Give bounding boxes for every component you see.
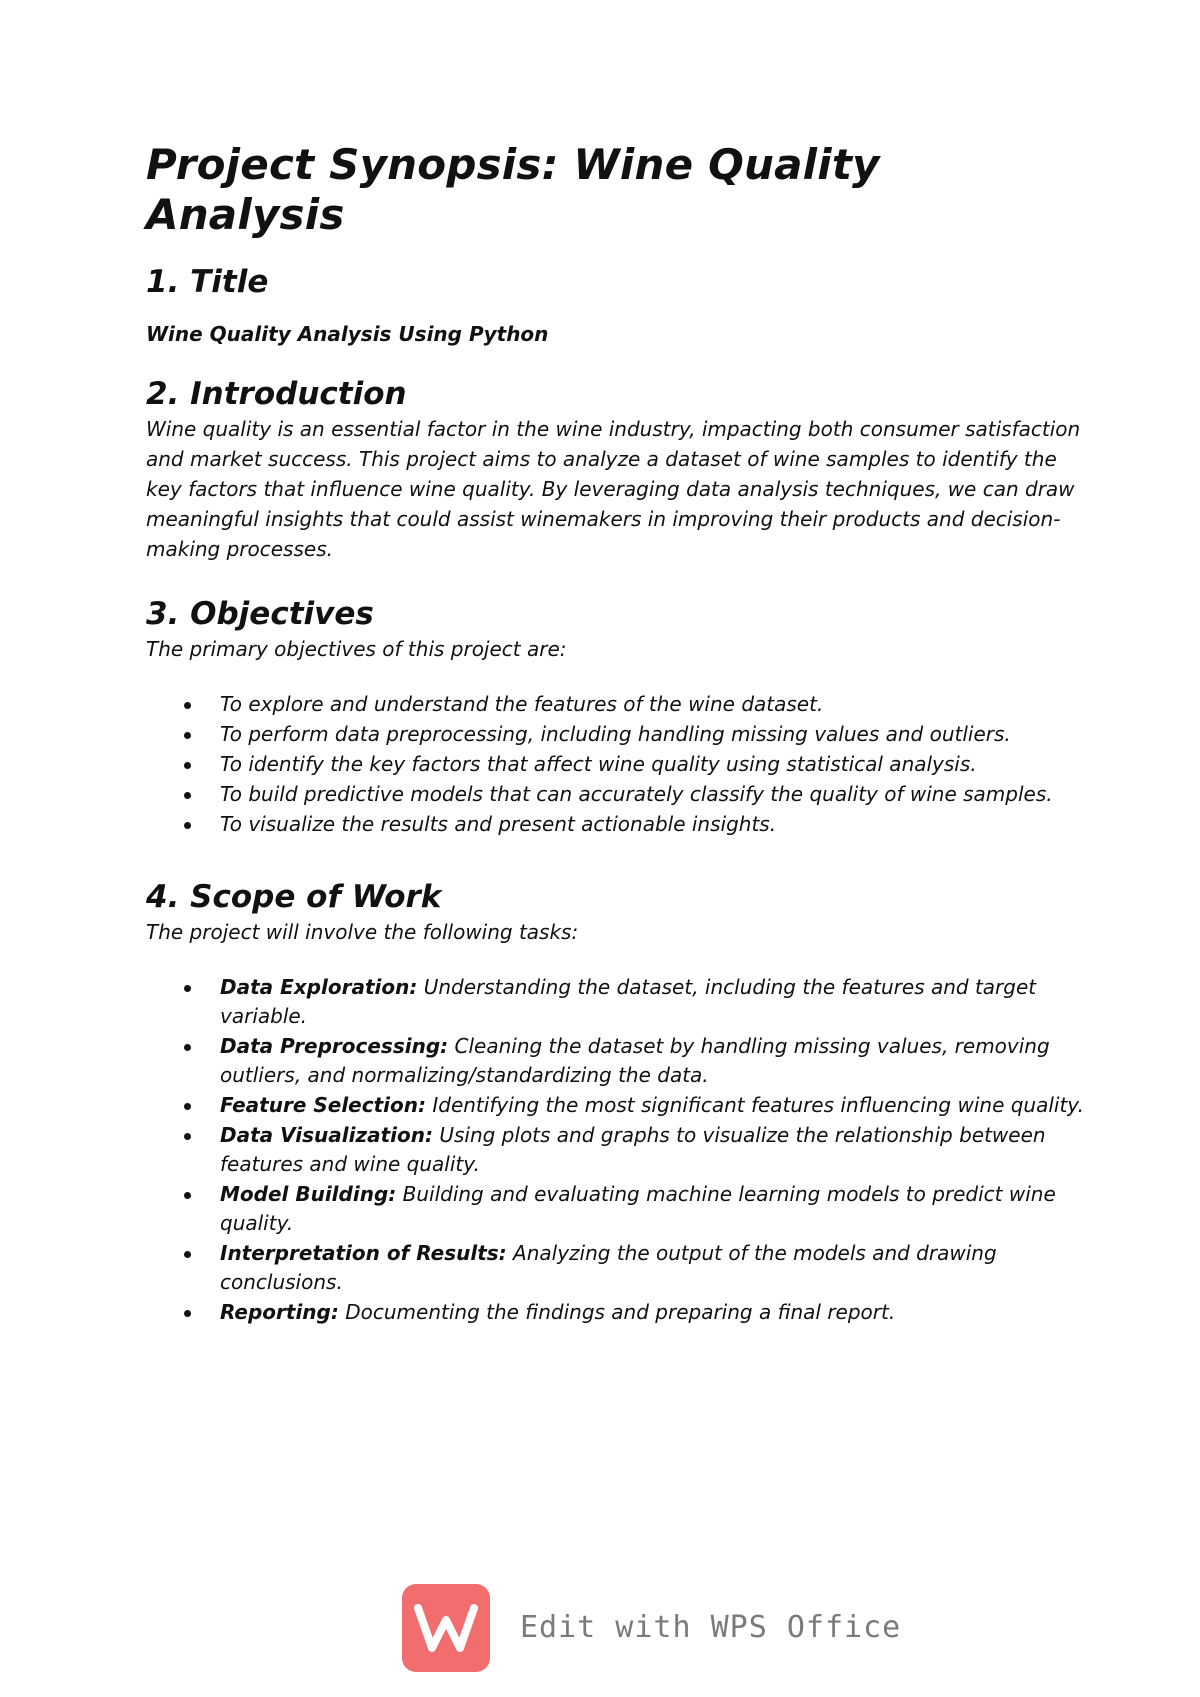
list-item: Feature Selection: Identifying the most significant features influencing wine quality. [146,1091,1086,1120]
wps-logo-button[interactable] [402,1584,490,1672]
bullet-icon [184,1192,191,1199]
document-title: Project Synopsis: Wine Quality Analysis [146,140,880,239]
bullet-icon [184,1044,191,1051]
list-item: To build predictive models that can accurately classify the quality of wine samples. [146,780,1086,809]
list-item: To explore and understand the features of the wine dataset. [146,690,1086,719]
bullet-icon [184,1310,191,1317]
bullet-icon [184,732,191,739]
section-heading-title: 1. Title [146,264,269,300]
edit-with-wps-link[interactable]: Edit with WPS Office [520,1610,902,1645]
scope-list [146,973,1086,1327]
list-item: Data Visualization: Using plots and graphs to visualize the relationship between features and wine quality. [146,1121,1086,1179]
list-item: Reporting: Documenting the findings and preparing a final report. [146,1298,1086,1327]
bullet-icon [184,1133,191,1140]
bullet-icon [184,822,191,829]
list-item: Data Exploration: Understanding the dataset, including the features and target variable. [146,973,1086,1031]
bullet-icon [184,792,191,799]
scope-lead: The project will involve the following tasks: [146,920,579,944]
document-page [146,140,1086,1328]
list-item: Interpretation of Results: Analyzing the output of the models and drawing conclusions. [146,1239,1086,1297]
section-heading-introduction: 2. Introduction [146,376,407,412]
list-item: Model Building: Building and evaluating machine learning models to predict wine quality. [146,1180,1086,1238]
bullet-icon [184,762,191,769]
list-item: To identify the key factors that affect wine quality using statistical analysis. [146,750,1086,779]
list-item: Data Preprocessing: Cleaning the dataset by handling missing values, removing outliers, and normalizing/standardizing the data. [146,1032,1086,1090]
bullet-icon [184,1103,191,1110]
list-item: To visualize the results and present actionable insights. [146,810,1086,839]
list-item: To perform data preprocessing, including handling missing values and outliers. [146,720,1086,749]
project-title-text: Wine Quality Analysis Using Python [146,322,549,346]
section-heading-scope: 4. Scope of Work [146,879,442,915]
introduction-paragraph: Wine quality is an essential factor in the wine industry, impacting both consumer satisfaction and market success. This project aims to analyze a dataset of wine samples to identify the key factors that influence wine quality. By leveraging data analysis techniques, we can draw meaningful insights that could assist winemakers in improving their products and decision-making processes. [146,417,1081,561]
objectives-lead: The primary objectives of this project are: [146,637,567,661]
bullet-icon [184,985,191,992]
bullet-icon [184,702,191,709]
objectives-list [146,690,1086,839]
bullet-icon [184,1251,191,1258]
wps-logo-icon [414,1602,478,1654]
section-heading-objectives: 3. Objectives [146,596,374,632]
